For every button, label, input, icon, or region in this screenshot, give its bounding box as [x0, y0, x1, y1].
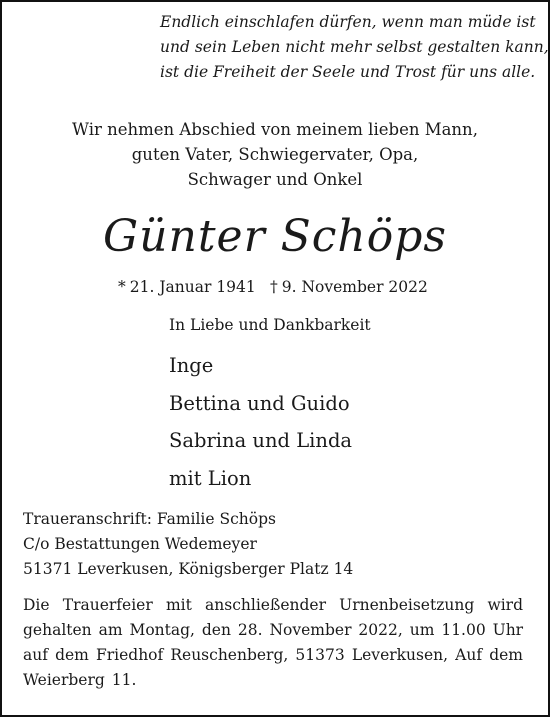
farewell-intro	[0, 117, 550, 192]
mourner-name: mit Lion	[169, 466, 252, 490]
mourning-address	[23, 507, 353, 582]
birth-symbol: *	[118, 278, 126, 296]
intro-line: guten Vater, Schwiegervater, Opa,	[131, 145, 419, 164]
birth-date-text: 21. Januar 1941	[129, 278, 256, 296]
mourner-name: Sabrina und Linda	[169, 429, 353, 452]
intro-line: Schwager und Onkel	[187, 170, 363, 189]
birth-date	[118, 276, 256, 298]
address-line: C/o Bestattungen Wedemeyer	[23, 535, 257, 553]
address-line: Traueranschrift: Familie Schöps	[23, 510, 276, 528]
funeral-details	[23, 593, 523, 693]
memorial-quote	[160, 10, 549, 85]
mourners-list	[169, 347, 352, 497]
death-date-text: 9. November 2022	[281, 278, 428, 296]
mourner-name: Inge	[169, 354, 214, 377]
thanks-line: In Liebe und Dankbarkeit	[169, 316, 371, 334]
ceremony-line: Die Trauerfeier mit anschließender Urnenbeisetzung wird	[23, 596, 523, 614]
intro-line: Wir nehmen Abschied von meinem lieben Mann,	[72, 120, 478, 139]
quote-line: und sein Leben nicht mehr selbst gestalten kann,	[160, 38, 549, 56]
ceremony-line: gehalten am Montag, den 28. November 2022, um 11.00 Uhr	[23, 621, 524, 639]
address-line: 51371 Leverkusen, Königsberger Platz 14	[23, 560, 354, 578]
deceased-name: Günter Schöps	[103, 211, 447, 262]
death-symbol: †	[270, 278, 278, 296]
quote-line: ist die Freiheit der Seele und Trost für uns alle.	[160, 63, 536, 81]
ceremony-line: auf dem Friedhof Reuschenberg, 51373 Leverkusen, Auf dem	[23, 646, 523, 664]
death-date	[270, 276, 428, 298]
quote-line: Endlich einschlafen dürfen, wenn man müde ist	[160, 13, 536, 31]
ceremony-line: Weierberg 11.	[23, 671, 137, 689]
mourner-name: Bettina und Guido	[169, 391, 350, 415]
